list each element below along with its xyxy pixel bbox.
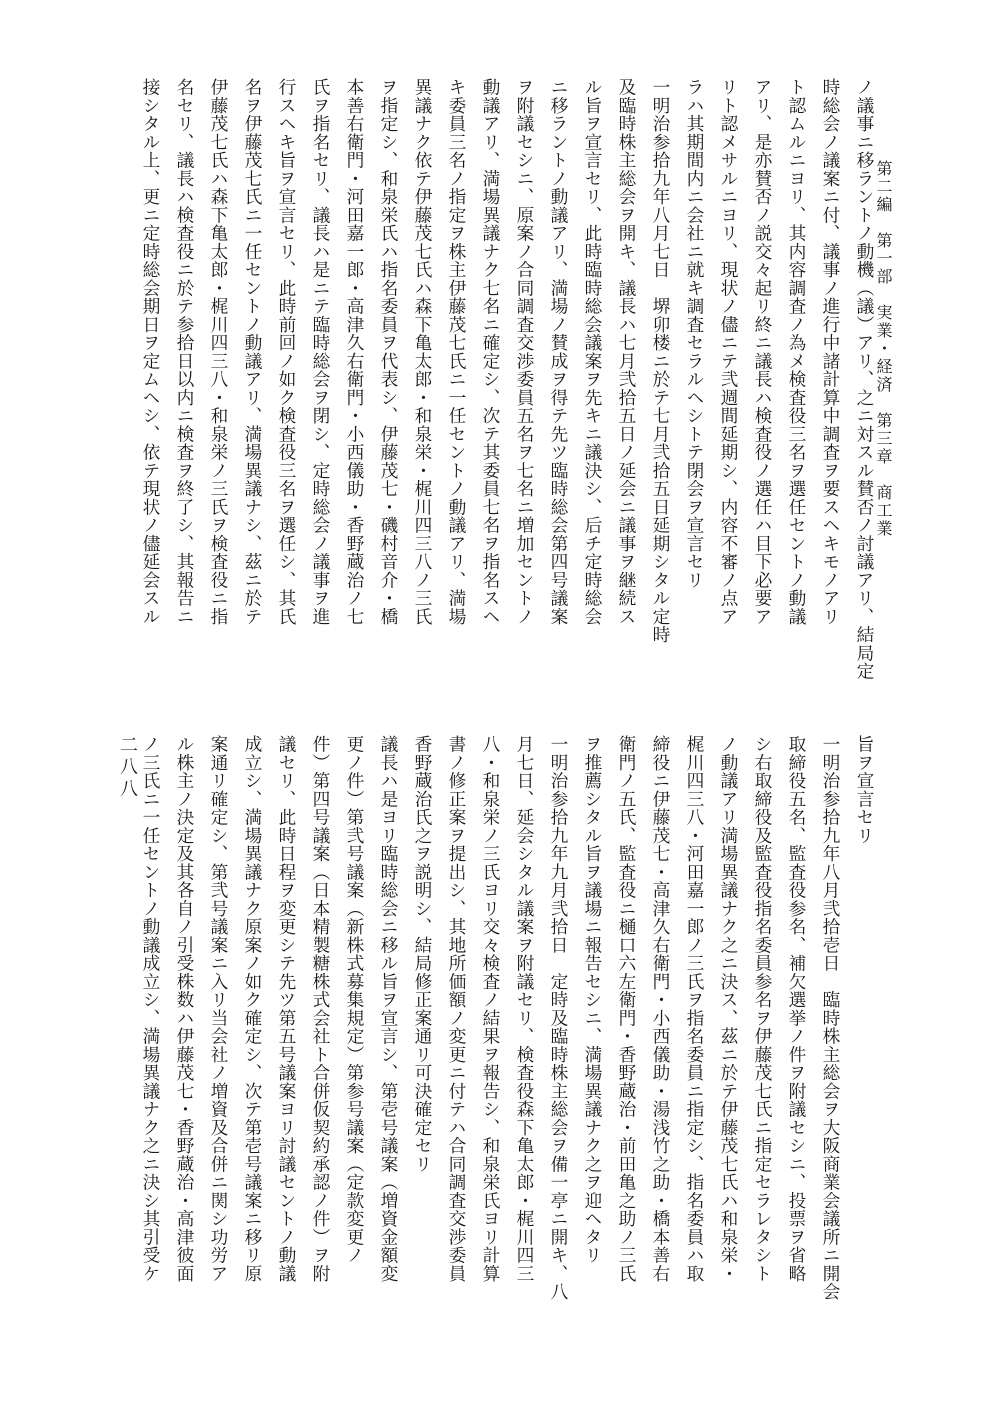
text-column: 八・和泉栄ノ三氏ヨリ交々検査ノ結果ヲ報告シ、和泉栄氏ヨリ計算 bbox=[480, 735, 500, 1283]
text-column: 一明治参拾九年九月弐拾日 定時及臨時株主総会ヲ備一亭ニ開キ、八 bbox=[548, 735, 568, 1301]
text-column: ラハ其期間内ニ会社ニ就キ調査セラルヘシトテ閉会ヲ宣言セリ bbox=[684, 78, 704, 589]
text-column: ヲ指定シ、和泉栄氏ハ指名委員ヲ代表シ、伊藤茂七・磯村音介・橋 bbox=[378, 78, 398, 626]
text-column: リト認メサルニヨリ、現状ノ儘ニテ弐週間延期シ、内容不審ノ点ア bbox=[718, 78, 738, 626]
text-column: ヲ推薦シタル旨ヲ議場ニ報告セシニ、満場異議ナク之ヲ迎ヘタリ bbox=[582, 735, 602, 1265]
text-column: 旨ヲ宣言セリ bbox=[854, 735, 874, 845]
text-column: ニ移ラントノ動議アリ、満場ノ賛成ヲ得テ先ツ臨時総会第四号議案 bbox=[548, 78, 568, 626]
text-column: 接シタル上、更ニ定時総会期日ヲ定ムヘシ、依テ現状ノ儘延会スル bbox=[140, 78, 160, 626]
text-column: 案通リ確定シ、第弐号議案ニ入リ当会社ノ増資及合併ニ関シ功労ア bbox=[208, 735, 228, 1283]
text-column: アリ、是亦賛否ノ説交々起リ終ニ議長ハ検査役ノ選任ハ目下必要ア bbox=[752, 78, 772, 626]
text-column: キ委員三名ノ指定ヲ株主伊藤茂七氏ニ一任セントノ動議アリ、満場 bbox=[446, 78, 466, 626]
text-column: 伊藤茂七氏ハ森下亀太郎・梶川四三八・和泉栄ノ三氏ヲ検査役ニ指 bbox=[208, 78, 228, 626]
text-column: 衛門ノ五氏、監査役ニ樋口六左衛門・香野蔵治・前田亀之助ノ三氏 bbox=[616, 735, 636, 1283]
text-column: 一明治参拾九年八月弐拾壱日 臨時株主総会ヲ大阪商業会議所ニ開会 bbox=[820, 735, 840, 1301]
text-column: 名ヲ伊藤茂七氏ニ一任セントノ動議アリ、満場異議ナシ、茲ニ於テ bbox=[242, 78, 262, 626]
running-header: 第二編 第一部 実業・経済 第三章 商工業 bbox=[874, 160, 893, 538]
text-column: 行スヘキ旨ヲ宣言セリ、此時前回ノ如ク検査役三名ヲ選任シ、其氏 bbox=[276, 78, 296, 626]
text-column: 異議ナク依テ伊藤茂七氏ハ森下亀太郎・和泉栄・梶川四三八ノ三氏 bbox=[412, 78, 432, 626]
page-number: 二八八 bbox=[117, 735, 138, 801]
text-column: 時総会ノ議案ニ付、議事ノ進行中諸計算中調査ヲ要スヘキモノアリ bbox=[820, 78, 840, 626]
text-column: 件）第四号議案（日本精製糖株式会社ト合併仮契約承認ノ件）ヲ附 bbox=[310, 735, 330, 1283]
text-column: 氏ヲ指名セリ、議長ハ是ニテ臨時総会ヲ閉シ、定時総会ノ議事ヲ進 bbox=[310, 78, 330, 626]
text-column: 名セリ、議長ハ検査役ニ於テ参拾日以内ニ検査ヲ終了シ、其報告ニ bbox=[174, 78, 194, 626]
text-column: ヲ附議セシニ、原案ノ合同調査交渉委員五名ヲ七名ニ増加セントノ bbox=[514, 78, 534, 626]
text-column: シ右取締役及監査役指名委員参名ヲ伊藤茂七氏ニ指定セラレタシト bbox=[752, 735, 772, 1283]
text-column: 月七日、延会シタル議案ヲ附議セリ、検査役森下亀太郎・梶川四三 bbox=[514, 735, 534, 1283]
text-column: ノ動議アリ満場異議ナク之ニ決ス、茲ニ於テ伊藤茂七氏ハ和泉栄・ bbox=[718, 735, 738, 1283]
text-column: 成立シ、満場異議ナク原案ノ如ク確定シ、次テ第壱号議案ニ移リ原 bbox=[242, 735, 262, 1283]
text-column: ル株主ノ決定及其各自ノ引受株数ハ伊藤茂七・香野蔵治・高津彼面 bbox=[174, 735, 194, 1283]
text-column: ト認ムルニヨリ、其内容調査ノ為メ検査役三名ヲ選任セントノ動議 bbox=[786, 78, 806, 626]
text-column: 議セリ、此時日程ヲ変更シテ先ツ第五号議案ヨリ討議セントノ動議 bbox=[276, 735, 296, 1283]
text-column: 取締役五名、監査役参名、補欠選挙ノ件ヲ附議セシニ、投票ヲ省略 bbox=[786, 735, 806, 1283]
text-column: 書ノ修正案ヲ提出シ、其地所価額ノ変更ニ付テハ合同調査交渉委員 bbox=[446, 735, 466, 1283]
text-column: 梶川四三八・河田嘉一郎ノ三氏ヲ指名委員ニ指定シ、指名委員ハ取 bbox=[684, 735, 704, 1283]
text-column: ル旨ヲ宣言セリ、此時臨時総会議案ヲ先キニ議決シ、后チ定時総会 bbox=[582, 78, 602, 626]
text-column: 動議アリ、満場異議ナク七名ニ確定シ、次テ其委員七名ヲ指名スヘ bbox=[480, 78, 500, 626]
text-column: 一明治参拾九年八月七日 堺卯楼ニ於テ七月弐拾五日延期シタル定時 bbox=[650, 78, 670, 644]
text-column: ノ三氏ニ一任セントノ動議成立シ、満場異議ナク之ニ決シ其引受ケ bbox=[140, 735, 160, 1283]
text-column: 香野蔵治氏之ヲ説明シ、結局修正案通リ可決確定セリ bbox=[412, 735, 432, 1173]
text-column: 締役ニ伊藤茂七・高津久右衛門・小西儀助・湯浅竹之助・橋本善右 bbox=[650, 735, 670, 1283]
text-column: 議長ハ是ヨリ臨時総会ニ移ル旨ヲ宣言シ、第壱号議案（増資金額変 bbox=[378, 735, 398, 1283]
text-column: 更ノ件）第弐号議案（新株式募集規定）第参号議案（定款変更ノ bbox=[344, 735, 364, 1265]
text-column: 本善右衛門・河田嘉一郎・高津久右衛門・小西儀助・香野蔵治ノ七 bbox=[344, 78, 364, 626]
text-column: 及臨時株主総会ヲ開キ、議長ハ七月弐拾五日ノ延会ニ議事ヲ継続ス bbox=[616, 78, 636, 626]
text-column: ノ議事ニ移ラントノ動機（議）アリ、之ニ対スル賛否ノ討議アリ、結局定 bbox=[854, 78, 874, 681]
